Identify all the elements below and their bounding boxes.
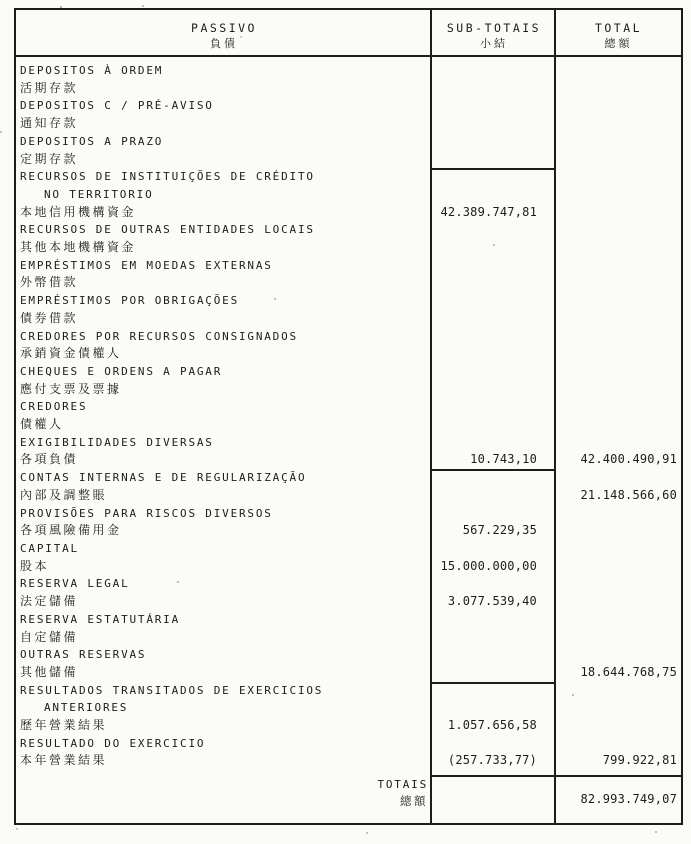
header-passivo-label-pt: PASSIVO [191, 20, 257, 35]
row-label-cell [16, 133, 432, 168]
row-label-pt: DEPOSITOS A PRAZO [20, 134, 164, 148]
row-label-cn: 股本 [20, 558, 50, 573]
row-label-cn: 債券借款 [20, 310, 79, 325]
totals-label-cell [16, 775, 432, 823]
row-label-cell [16, 434, 432, 469]
row-label-cell [16, 328, 432, 363]
row-label-cell [16, 505, 432, 540]
total-cell [556, 221, 681, 256]
subtotal-cell [432, 328, 556, 363]
row-label-cn: 定期存款 [20, 151, 79, 166]
table-row [16, 611, 681, 646]
row-label-cell [16, 221, 432, 256]
subtotal-cell [432, 505, 556, 540]
header-cell-total [556, 10, 681, 55]
table-row [16, 363, 681, 398]
grand-total-value: 82.993.749,07 [580, 792, 677, 807]
table-body [16, 57, 681, 775]
table-row [16, 62, 681, 97]
table-row [16, 398, 681, 433]
table-row [16, 505, 681, 540]
row-label-cn: 各項風險備用金 [20, 523, 122, 538]
row-label-pt: RECURSOS DE OUTRAS ENTIDADES LOCAIS [20, 223, 315, 237]
subtotal-cell [432, 168, 556, 221]
subtotal-cell [432, 646, 556, 681]
row-label-cn: 內部及調整賬 [20, 487, 108, 502]
row-label-pt: RECURSOS DE INSTITUIÇÕES DE CRÉDITO [20, 170, 315, 184]
table-row [16, 682, 681, 735]
subtotal-cell [432, 97, 556, 132]
table-row [16, 469, 681, 504]
row-label-pt: OUTRAS RESERVAS [20, 648, 147, 662]
subtotal-cell [432, 469, 556, 504]
header-subtotals-label-cn: 小結 [480, 36, 508, 50]
row-label-pt: CREDORES [20, 400, 88, 414]
total-cell [556, 97, 681, 132]
row-label-pt: ANTERIORES [44, 701, 129, 715]
subtotal-cell [432, 434, 556, 469]
total-cell [556, 434, 681, 469]
row-label-cell [16, 62, 432, 97]
row-label-cn: 其他本地機構資金 [20, 240, 137, 255]
row-label-cn: 本地信用機構資金 [20, 204, 137, 219]
subtotal-cell [432, 682, 556, 735]
row-label-cell [16, 735, 432, 770]
table-header-row [16, 10, 681, 57]
row-label-pt: CHEQUES E ORDENS A PAGAR [20, 364, 223, 378]
total-cell [556, 133, 681, 168]
row-label-pt: NO TERRITORIO [44, 187, 154, 201]
totals-label-cn: 總額 [400, 794, 428, 808]
subtotal-value: (257.733,77) [447, 753, 537, 768]
row-label-pt: CAPITAL [20, 541, 79, 555]
totals-subtotal-cell [432, 775, 556, 823]
table-row [16, 735, 681, 770]
row-label-cell [16, 97, 432, 132]
row-label-cn: 外幣借款 [20, 275, 79, 290]
row-label-cn: 各項負債 [20, 452, 79, 467]
row-label-pt: RESERVA ESTATUTÁRIA [20, 612, 181, 626]
row-label-cell [16, 469, 432, 504]
header-subtotals-label-pt: SUB-TOTAIS [446, 20, 542, 35]
row-label-pt: RESERVA LEGAL [20, 577, 130, 591]
table-row [16, 257, 681, 292]
row-label-cn: 自定儲備 [20, 629, 79, 644]
total-cell [556, 168, 681, 221]
total-cell [556, 682, 681, 735]
subtotal-cell [432, 735, 556, 770]
row-label-pt: RESULTADO DO EXERCICIO [20, 736, 206, 750]
total-value: 42.400.490,91 [580, 452, 677, 467]
totals-label-pt: TOTAIS [377, 778, 428, 791]
total-cell [556, 257, 681, 292]
row-label-cell [16, 682, 432, 735]
total-cell [556, 292, 681, 327]
row-label-cn: 歷年營業結果 [20, 718, 108, 733]
table-row [16, 133, 681, 168]
table-row [16, 540, 681, 575]
total-cell [556, 363, 681, 398]
row-label-cell [16, 540, 432, 575]
subtotal-value: 567.229,35 [462, 523, 537, 538]
subtotal-cell [432, 398, 556, 433]
total-cell [556, 328, 681, 363]
total-value: 18.644.768,75 [580, 664, 677, 679]
totals-total-cell [556, 775, 681, 823]
row-label-cn: 活期存款 [20, 80, 79, 95]
subtotal-cell [432, 221, 556, 256]
row-label-cell [16, 257, 432, 292]
table-row [16, 221, 681, 256]
subtotal-cell [432, 257, 556, 292]
subtotal-cell [432, 62, 556, 97]
row-label-pt: CONTAS INTERNAS E DE REGULARIZAÇÃO [20, 471, 307, 485]
totals-row [16, 775, 681, 823]
row-label-cn: 法定儲備 [20, 594, 79, 609]
header-cell-subtotals [432, 10, 556, 55]
subtotal-value: 10.743,10 [470, 452, 537, 467]
row-label-pt: EMPRÉSTIMOS EM MOEDAS EXTERNAS [20, 258, 273, 272]
row-label-cell [16, 575, 432, 610]
total-cell [556, 469, 681, 504]
column-divider-subtotals-total [554, 10, 556, 823]
header-total-label-cn: 總額 [604, 36, 633, 50]
row-label-cn: 應付支票及票據 [20, 381, 122, 396]
total-cell [556, 575, 681, 610]
total-cell [556, 646, 681, 681]
row-label-pt: RESULTADOS TRANSITADOS DE EXERCICIOS [20, 683, 324, 697]
row-label-cell [16, 611, 432, 646]
row-label-cell [16, 168, 432, 221]
table-row [16, 97, 681, 132]
total-cell [556, 398, 681, 433]
total-cell [556, 505, 681, 540]
header-total-label-pt: TOTAL [594, 20, 643, 35]
subtotal-cell [432, 133, 556, 168]
subtotal-value: 1.057.656,58 [447, 718, 537, 733]
total-cell [556, 62, 681, 97]
row-label-cell [16, 292, 432, 327]
subtotal-cell [432, 575, 556, 610]
subtotal-value: 3.077.539,40 [447, 594, 537, 609]
row-label-pt: DEPOSITOS À ORDEM [20, 64, 164, 77]
row-label-cell [16, 398, 432, 433]
total-value: 21.148.566,60 [580, 487, 677, 502]
row-label-cn: 通知存款 [20, 116, 79, 131]
row-label-cn: 債權人 [20, 417, 64, 432]
table-row [16, 646, 681, 681]
row-label-cell [16, 363, 432, 398]
subtotal-value: 42.389.747,81 [440, 204, 537, 219]
row-label-pt: EMPRÉSTIMOS POR OBRIGAÇÕES [20, 294, 239, 308]
table-row [16, 328, 681, 363]
table-row [16, 168, 681, 221]
header-cell-passivo [16, 10, 432, 55]
table-row [16, 292, 681, 327]
total-cell [556, 540, 681, 575]
row-label-pt: CREDORES POR RECURSOS CONSIGNADOS [20, 329, 298, 343]
header-passivo-label-cn: 負債 [210, 36, 238, 50]
subtotal-cell [432, 292, 556, 327]
total-value: 799.922,81 [602, 753, 677, 768]
table-row [16, 434, 681, 469]
row-label-pt: DEPOSITOS C / PRÉ-AVISO [20, 99, 214, 113]
total-cell [556, 735, 681, 770]
row-label-cn: 其他儲備 [20, 664, 79, 679]
subtotal-value: 15.000.000,00 [440, 558, 537, 573]
total-cell [556, 611, 681, 646]
table-row [16, 575, 681, 610]
subtotal-cell [432, 611, 556, 646]
row-label-cn: 本年營業結果 [20, 753, 108, 768]
subtotal-cell [432, 363, 556, 398]
liabilities-table [14, 8, 683, 825]
row-label-pt: PROVISÕES PARA RISCOS DIVERSOS [20, 506, 273, 520]
row-label-cell [16, 646, 432, 681]
subtotal-cell [432, 540, 556, 575]
row-label-pt: EXIGIBILIDADES DIVERSAS [20, 435, 214, 449]
column-divider-passivo-subtotals [430, 10, 432, 823]
row-label-cn: 承銷資金債權人 [20, 346, 122, 361]
